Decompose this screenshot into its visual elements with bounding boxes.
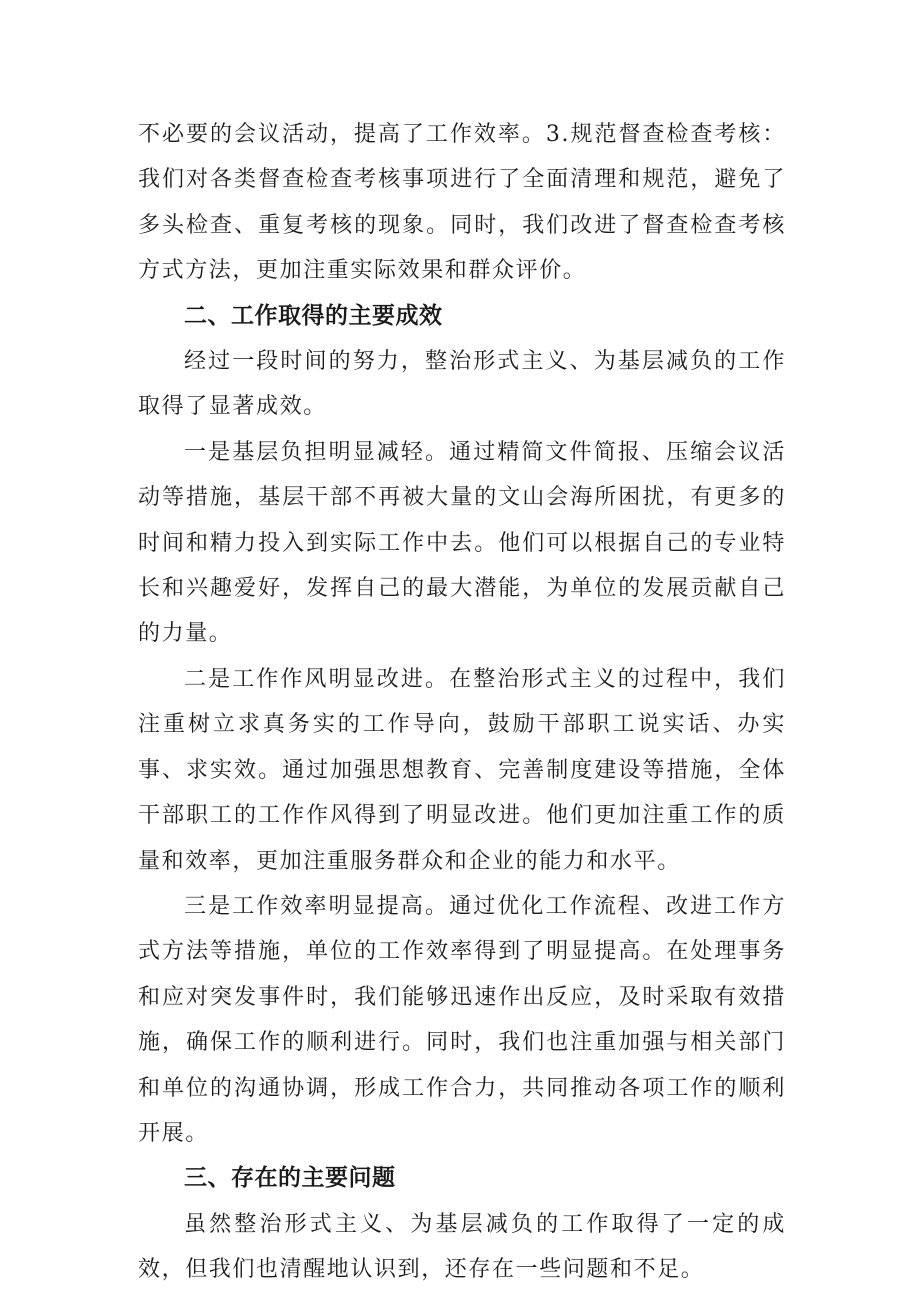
paragraph-work-style-improved: 二是工作作风明显改进。在整治形式主义的过程中，我们注重树立求真务实的工作导向，鼓励干部职工说实话、办实事、求实效。通过加强思想教育、完善制度建设等措施，全体干部职工的工作作风得到了明显改进。他们更加注重工作的质量和效率，更加注重服务群众和企业的能力和水平。 xyxy=(138,666,786,874)
section-heading-achievements: 二、工作取得的主要成效 xyxy=(184,302,443,329)
paragraph-problems-intro: 虽然整治形式主义、为基层减负的工作取得了一定的成效，但我们也清醒地认识到，还存在一些问题和不足。 xyxy=(138,1211,786,1283)
paragraph-burden-reduced: 一是基层负担明显减轻。通过精简文件简报、压缩会议活动等措施，基层干部不再被大量的文山会海所困扰，有更多的时间和精力投入到实际工作中去。他们可以根据自己的专业特长和兴趣爱好，发挥自己的最大潜能，为单位的发展贡献自己的力量。 xyxy=(138,439,786,647)
paragraph-efficiency-improved: 三是工作效率明显提高。通过优化工作流程、改进工作方式方法等措施，单位的工作效率得到了明显提高。在处理事务和应对突发事件时，我们能够迅速作出反应，及时采取有效措施，确保工作的顺利进行。同时，我们也注重加强与相关部门和单位的沟通协调，形成工作合力，共同推动各项工作的顺利开展。 xyxy=(138,893,786,1146)
section-heading-problems: 三、存在的主要问题 xyxy=(184,1165,396,1192)
document-body xyxy=(138,112,786,1293)
paragraph-achievements-intro: 经过一段时间的努力，整治形式主义、为基层减负的工作取得了显著成效。 xyxy=(138,349,786,420)
paragraph-continuation: 不必要的会议活动，提高了工作效率。3.规范督查检查考核：我们对各类督查检查考核事项进行了全面清理和规范，避免了多头检查、重复考核的现象。同时，我们改进了督查检查考核方式方法，更加注重实际效果和群众评价。 xyxy=(138,122,786,284)
